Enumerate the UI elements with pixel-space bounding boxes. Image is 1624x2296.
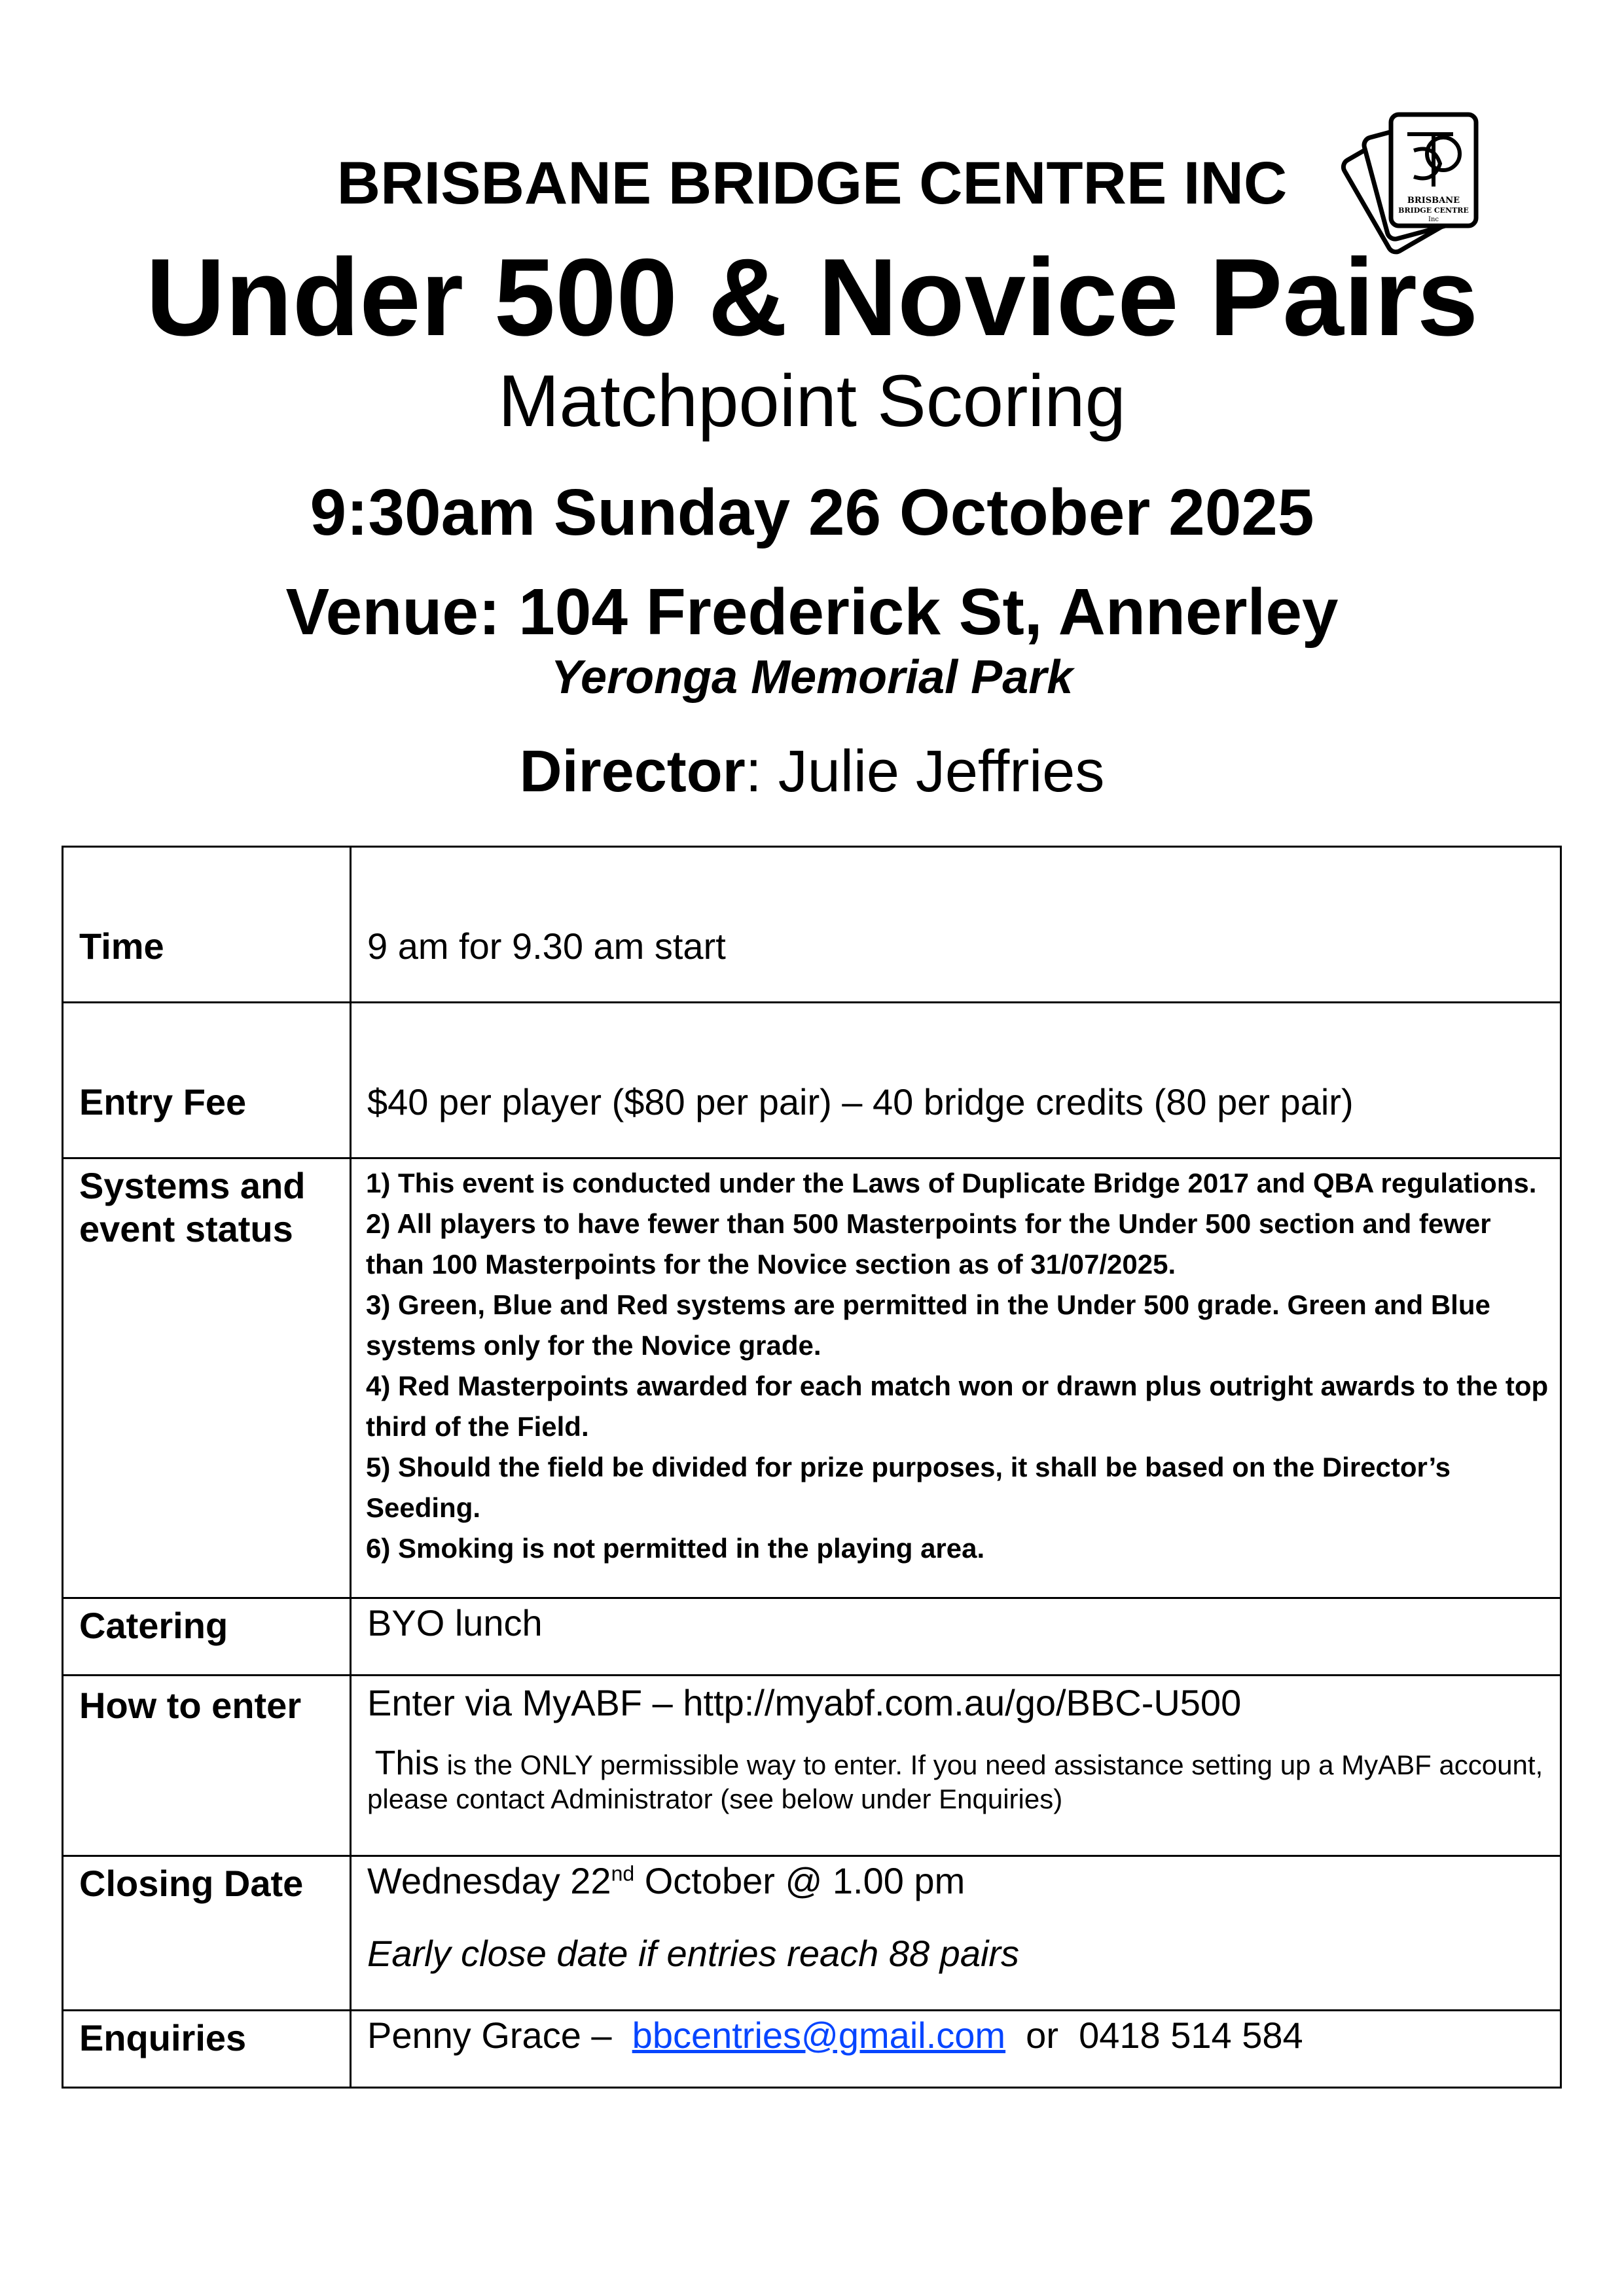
closing-early: Early close date if entries reach 88 pairs [367, 1933, 1020, 1974]
systems-item-1: 1) This event is conducted under the Laws of Duplicate Bridge 2017 and QBA regulations. [366, 1168, 1537, 1198]
enter-note [367, 1746, 1560, 1816]
enquiries-label: Enquiries [63, 2011, 351, 2088]
closing-date-sup: nd [611, 1861, 635, 1886]
systems-list [351, 1158, 1561, 1598]
systems-label: Systems and event status [63, 1158, 351, 1598]
time-value: 9 am for 9.30 am start [351, 847, 1561, 1003]
closing-value [367, 1859, 1560, 1902]
closing-date-pre: Wednesday 22 [367, 1860, 611, 1901]
enter-value: Enter via MyABF – http://myabf.com.au/go/BBC-U500 [367, 1682, 1242, 1723]
event-subtitle: Matchpoint Scoring [498, 360, 1126, 442]
fee-value: $40 per player ($80 per pair) – 40 bridge credits (80 per pair) [351, 1003, 1561, 1158]
table-row-closing [63, 1856, 1561, 2011]
logo-text-2: BRIDGE CENTRE [1398, 206, 1469, 215]
table-row-enquiries [63, 2011, 1561, 2088]
enquiries-email-link[interactable]: bbcentries@gmail.com [632, 2015, 1006, 2056]
systems-item-4: 4) Red Masterpoints awarded for each match won or drawn plus outright awards to the top third of the Field. [366, 1371, 1549, 1442]
logo-text-1: BRISBANE [1407, 196, 1460, 206]
enquiries-phone: or 0418 514 584 [1005, 2015, 1303, 2056]
event-details-table [62, 846, 1562, 2089]
table-row-time [63, 847, 1561, 1003]
enter-note-this: This [374, 1744, 439, 1782]
fee-label: Entry Fee [63, 1003, 351, 1158]
systems-item-2: 2) All players to have fewer than 500 Masterpoints for the Under 500 section and fewer than 100 Masterpoints for the Novice section as of 31/07/2025. [366, 1208, 1491, 1280]
logo-text-3: Inc [1428, 216, 1439, 223]
bbc-cards-logo-icon [1335, 98, 1492, 255]
director-label: Director [519, 739, 746, 804]
enquiries-name: Penny Grace – [367, 2015, 632, 2056]
event-datetime: 9:30am Sunday 26 October 2025 [310, 476, 1314, 549]
catering-label: Catering [63, 1598, 351, 1676]
table-row-enter [63, 1676, 1561, 1856]
table-row-catering [63, 1598, 1561, 1676]
systems-item-3: 3) Green, Blue and Red systems are permitted in the Under 500 grade. Green and Blue systems only for the Novice grade. [366, 1289, 1490, 1361]
time-label: Time [63, 847, 351, 1003]
closing-cell [351, 1856, 1561, 2011]
closing-date-post: October @ 1.00 pm [634, 1860, 965, 1901]
director-line [0, 738, 1624, 806]
systems-item-6: 6) Smoking is not permitted in the playing area. [366, 1533, 985, 1564]
venue-park: Yeronga Memorial Park [550, 651, 1074, 704]
director-name: : Julie Jeffries [745, 739, 1105, 804]
table-row-systems [63, 1158, 1561, 1598]
org-name: BRISBANE BRIDGE CENTRE INC [336, 150, 1288, 217]
table-row-fee [63, 1003, 1561, 1158]
enter-note-rest: is the ONLY permissible way to enter. If you need assistance setting up a MyABF account, please contact Administrator (see below under Enquiries) [367, 1749, 1543, 1814]
systems-item-5: 5) Should the field be divided for prize purposes, it shall be based on the Director’s Seeding. [366, 1452, 1451, 1523]
enquiries-cell [351, 2011, 1561, 2088]
enter-label: How to enter [63, 1676, 351, 1856]
enter-cell [351, 1676, 1561, 1856]
event-venue: Venue: 104 Frederick St, Annerley [285, 575, 1339, 649]
event-title: Under 500 & Novice Pairs [145, 236, 1479, 359]
catering-value: BYO lunch [351, 1598, 1561, 1676]
closing-label: Closing Date [63, 1856, 351, 2011]
